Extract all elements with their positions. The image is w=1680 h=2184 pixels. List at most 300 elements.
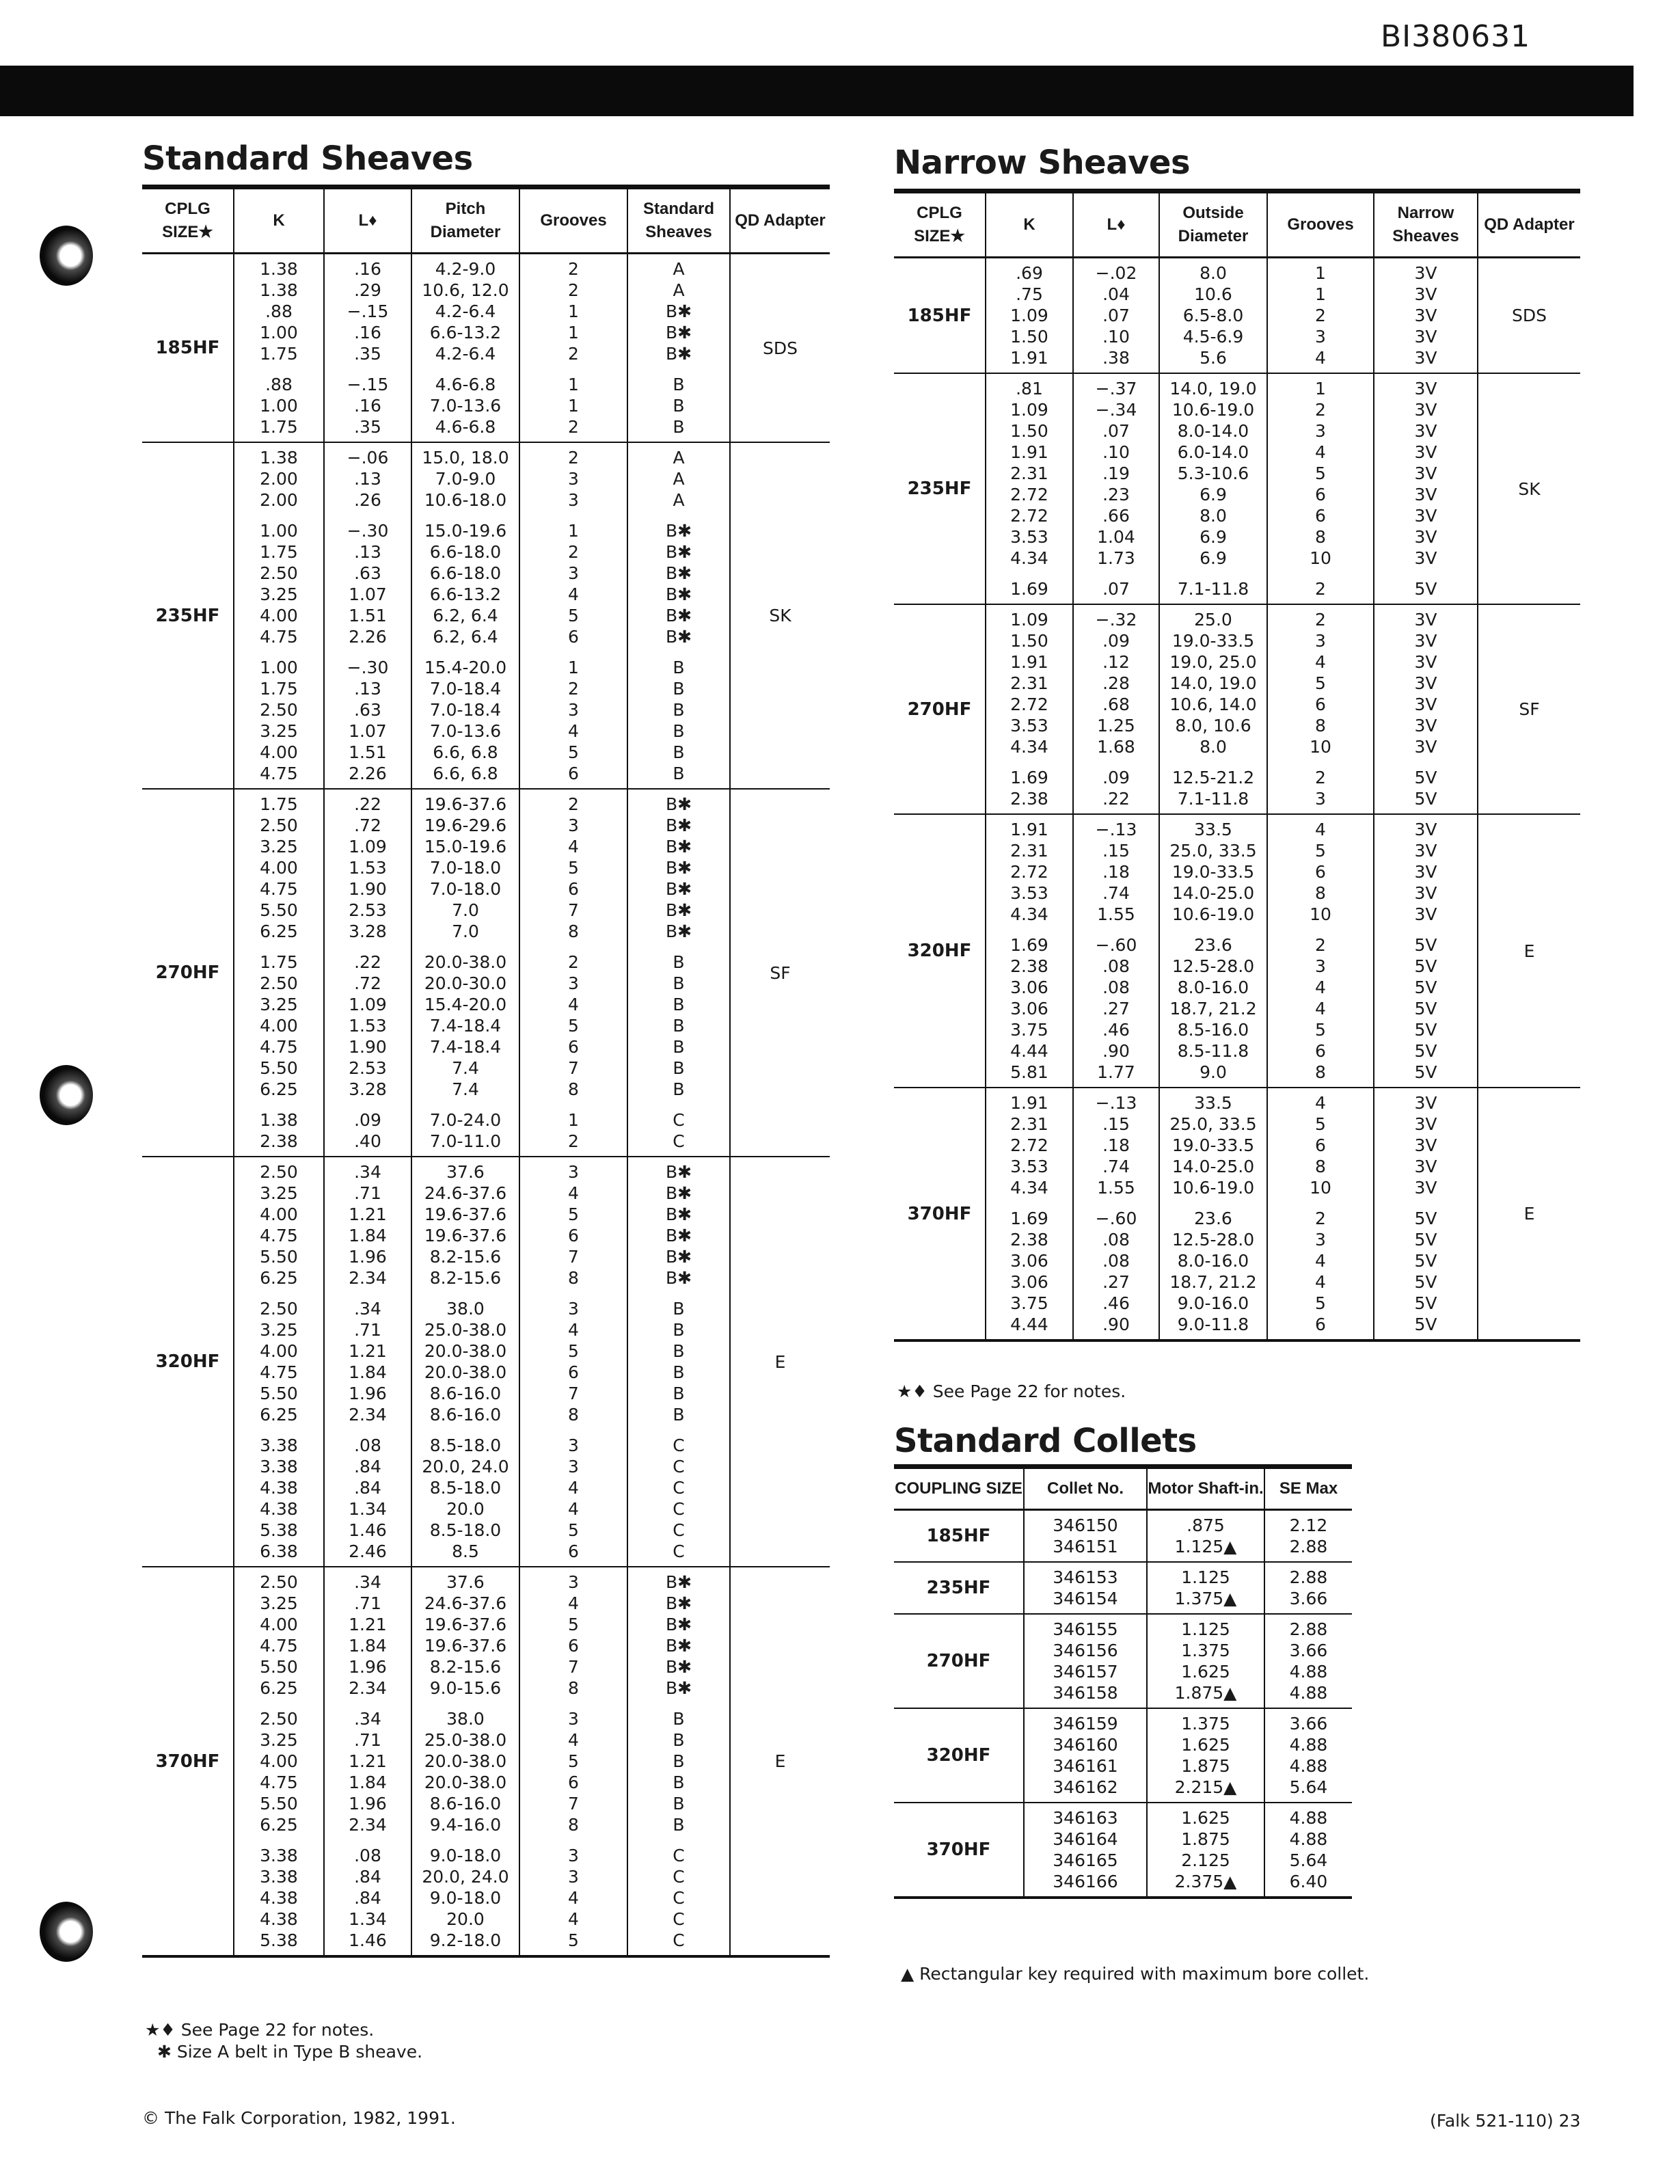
cell-value: 3V (1414, 1178, 1437, 1198)
cell-value: 1 (568, 521, 579, 541)
cell-value: 20.0 (446, 1909, 485, 1929)
cell-value: −.15 (347, 375, 389, 394)
cell-value: 9.0 (1200, 1062, 1227, 1082)
cell-value: 346158 (1053, 1683, 1118, 1703)
cell-value: 3 (1315, 631, 1326, 651)
cell-value: 15.0, 18.0 (422, 448, 509, 468)
cell-value: 4.75 (260, 764, 298, 783)
table-row (894, 604, 1580, 814)
cell-value: 1.75 (260, 794, 298, 814)
cell-value: C (673, 1478, 685, 1498)
cell-value: .38 (1102, 348, 1130, 368)
cell-value: 6 (568, 1772, 579, 1792)
group-gap (234, 511, 323, 520)
cell-value: C (673, 1499, 685, 1519)
cell-value: 1.21 (349, 1204, 387, 1224)
cell-value: 5 (568, 1520, 579, 1540)
header-qd-adapter: QD Adapter (730, 187, 830, 254)
cell-value: 5.64 (1289, 1777, 1328, 1797)
cell-value: .18 (1102, 1135, 1130, 1155)
sheave-type-values-cell (1374, 1088, 1478, 1340)
cell-value: 6.6-18.0 (429, 542, 502, 562)
group-gap (325, 1425, 411, 1435)
cell-value: 7.0-13.6 (429, 396, 502, 416)
cell-value: 1.50 (1010, 631, 1048, 651)
standard-collets-body (894, 1510, 1352, 1898)
k-values-cell (234, 254, 324, 443)
group-gap (234, 1835, 323, 1845)
cell-value: 4 (568, 1730, 579, 1750)
cell-value: C (673, 1435, 685, 1455)
cell-value: 3.66 (1289, 1641, 1328, 1660)
punch-hole-top (40, 226, 93, 286)
cell-value: 1.96 (349, 1794, 387, 1814)
l-values-cell (324, 1567, 411, 1956)
cell-value: 3V (1414, 716, 1437, 736)
cell-value: 3.28 (349, 1079, 387, 1099)
cell-value: A (673, 280, 685, 300)
group-gap (520, 647, 627, 657)
cell-value: 6.38 (260, 1541, 298, 1561)
cell-value: −.32 (1095, 610, 1137, 630)
header-grooves: Grooves (1267, 191, 1374, 258)
group-gap (628, 511, 729, 520)
cell-value: 8.0 (1200, 737, 1227, 757)
collet-number-cell (1024, 1803, 1147, 1898)
cell-value: 7.1-11.8 (1177, 789, 1249, 809)
cell-value: 1.84 (349, 1772, 387, 1792)
cell-value: 4 (568, 584, 579, 604)
cell-value: 2.125 (1181, 1850, 1230, 1870)
cell-value: 4.34 (1010, 904, 1048, 924)
k-values-cell (986, 1088, 1073, 1340)
cell-value: 5 (568, 606, 579, 625)
cell-value: A (673, 448, 685, 468)
group-gap (325, 1100, 411, 1109)
cell-value: 3 (568, 1572, 579, 1592)
cell-value: 6.2, 6.4 (433, 606, 498, 625)
cell-value: .74 (1102, 883, 1130, 903)
table-row (894, 1708, 1352, 1803)
diameter-values-cell (1159, 258, 1267, 374)
cell-value: 2 (568, 259, 579, 279)
group-gap (234, 364, 323, 374)
cell-value: 3 (568, 490, 579, 510)
cell-value: 346160 (1053, 1735, 1118, 1755)
group-gap (628, 647, 729, 657)
cell-value: 1.625 (1181, 1808, 1230, 1828)
cell-value: .08 (354, 1435, 381, 1455)
cell-value: −.15 (347, 301, 389, 321)
cell-value: 3.25 (260, 837, 298, 857)
group-gap (1374, 757, 1477, 767)
cell-value: 1.75 (260, 417, 298, 437)
cell-value: 8 (568, 1079, 579, 1099)
cell-value: B (673, 1079, 685, 1099)
cell-value: 2.375▲ (1174, 1872, 1237, 1891)
group-gap (412, 942, 519, 952)
cell-value: 346153 (1053, 1567, 1118, 1587)
cell-value: 23.6 (1194, 1209, 1232, 1228)
cell-value: .09 (354, 1110, 381, 1130)
qd-adapter-cell: SK (730, 442, 830, 789)
cell-value: 6 (1315, 1135, 1326, 1155)
cell-value: 10.6-19.0 (1171, 904, 1255, 924)
group-gap (1160, 925, 1266, 934)
cell-value: 1 (1315, 284, 1326, 304)
cell-value: 1 (568, 396, 579, 416)
cell-value: 3V (1414, 883, 1437, 903)
cell-value: B (673, 1299, 685, 1319)
cell-value: 6.9 (1200, 548, 1227, 568)
cell-value: 4.44 (1010, 1315, 1048, 1334)
cell-value: 5V (1414, 1251, 1437, 1271)
cell-value: 1.84 (349, 1362, 387, 1382)
group-gap (1074, 569, 1159, 578)
cell-value: .34 (354, 1299, 381, 1319)
cell-value: 3.53 (1010, 1157, 1048, 1176)
cell-value: B (673, 1772, 685, 1792)
cell-value: 3.06 (1010, 978, 1048, 997)
cell-value: A (673, 259, 685, 279)
header-se-max: SE Max (1264, 1467, 1352, 1510)
cell-value: 4.00 (260, 858, 298, 878)
cell-value: 9.0-18.0 (429, 1846, 502, 1865)
cell-value: 1.38 (260, 1110, 298, 1130)
cell-value: 8 (568, 1268, 579, 1288)
coupling-size-cell: 370HF (894, 1088, 986, 1340)
cell-value: 6.40 (1289, 1872, 1328, 1891)
cell-value: 2.00 (260, 490, 298, 510)
cell-value: 20.0-38.0 (424, 1751, 507, 1771)
cell-value: 1.77 (1097, 1062, 1135, 1082)
cell-value: 5.50 (260, 1058, 298, 1078)
cell-value: B✱ (665, 563, 692, 583)
narrow-sheaves-header-row (894, 191, 1580, 258)
cell-value: 3V (1414, 379, 1437, 399)
cell-value: 3V (1414, 673, 1437, 693)
cell-value: 1.46 (349, 1520, 387, 1540)
group-gap (412, 1425, 519, 1435)
group-gap (325, 364, 411, 374)
cell-value: 2.00 (260, 469, 298, 489)
cell-value: .66 (1102, 506, 1130, 526)
cell-value: 7.0-18.0 (429, 858, 502, 878)
cell-value: 2 (568, 1131, 579, 1151)
sheave-type-values-cell (1374, 258, 1478, 374)
cell-value: 1.21 (349, 1341, 387, 1361)
cell-value: 1.875▲ (1174, 1683, 1237, 1703)
cell-value: 4.75 (260, 1772, 298, 1792)
k-values-cell (986, 258, 1073, 374)
cell-value: .875 (1187, 1515, 1225, 1535)
cell-value: .75 (1016, 284, 1043, 304)
cell-value: B✱ (665, 1162, 692, 1182)
se-max-cell (1264, 1803, 1352, 1898)
cell-value: 2.38 (1010, 956, 1048, 976)
cell-value: 7 (568, 900, 579, 920)
cell-value: B (673, 1751, 685, 1771)
k-values-cell (234, 789, 324, 1157)
cell-value: 4.75 (260, 1037, 298, 1057)
cell-value: 7.4-18.4 (429, 1037, 502, 1057)
cell-value: 4 (1315, 652, 1326, 672)
cell-value: 8 (1315, 1157, 1326, 1176)
groove-values-cell (1267, 814, 1374, 1088)
group-gap (234, 942, 323, 952)
coupling-size-cell: 320HF (142, 1157, 234, 1567)
group-gap (234, 1425, 323, 1435)
cell-value: 4 (568, 1593, 579, 1613)
cell-value: 6 (568, 1037, 579, 1057)
cell-value: 5 (1315, 1114, 1326, 1134)
cell-value: 2.34 (349, 1815, 387, 1835)
l-values-cell (324, 442, 411, 789)
group-gap (1268, 757, 1373, 767)
cell-value: 6 (1315, 1315, 1326, 1334)
cell-value: 4.00 (260, 1341, 298, 1361)
cell-value: 3V (1414, 348, 1437, 368)
cell-value: 1.69 (1010, 1209, 1048, 1228)
cell-value: 7.0-9.0 (435, 469, 496, 489)
cell-value: 5.38 (260, 1930, 298, 1950)
cell-value: 3V (1414, 1114, 1437, 1134)
cell-value: 5 (568, 1615, 579, 1634)
cell-value: 1.84 (349, 1636, 387, 1656)
narrow-sheaves-body (894, 258, 1580, 1341)
collet-number-cell (1024, 1562, 1147, 1614)
cell-value: 3 (568, 1457, 579, 1477)
header-band (0, 66, 1634, 116)
cell-value: 7 (568, 1058, 579, 1078)
cell-value: 20.0, 24.0 (422, 1457, 509, 1477)
cell-value: 3V (1414, 1093, 1437, 1113)
group-gap (1268, 925, 1373, 934)
se-max-cell (1264, 1562, 1352, 1614)
k-values-cell (986, 373, 1073, 604)
table-row (894, 1510, 1352, 1563)
cell-value: 6.25 (260, 921, 298, 941)
coupling-size-cell: 270HF (142, 789, 234, 1157)
narrow-sheaves-table (894, 189, 1580, 1342)
cell-value: 3V (1414, 400, 1437, 420)
cell-value: 8 (568, 921, 579, 941)
cell-value: 1.51 (349, 606, 387, 625)
cell-value: B✱ (665, 1615, 692, 1634)
cell-value: 5 (568, 1204, 579, 1224)
group-gap (628, 1100, 729, 1109)
cell-value: 4 (1315, 978, 1326, 997)
cell-value: 5 (1315, 673, 1326, 693)
cell-value: B✱ (665, 815, 692, 835)
cell-value: 346156 (1053, 1641, 1118, 1660)
header-cplg-size: CPLG SIZE★ (894, 191, 986, 258)
cell-value: .71 (354, 1183, 381, 1203)
cell-value: 2.88 (1289, 1537, 1328, 1556)
cell-value: 10 (1310, 904, 1331, 924)
groove-values-cell (1267, 604, 1374, 814)
cell-value: 3V (1414, 820, 1437, 839)
table-row (142, 254, 830, 443)
group-gap (1160, 569, 1266, 578)
group-gap (234, 1289, 323, 1298)
cell-value: 33.5 (1194, 1093, 1232, 1113)
cell-value: 6.25 (260, 1678, 298, 1698)
qd-adapter-cell: E (730, 1157, 830, 1567)
cell-value: 4.75 (260, 1362, 298, 1382)
cell-value: .84 (354, 1478, 381, 1498)
cell-value: 1.00 (260, 658, 298, 677)
cell-value: 1.68 (1097, 737, 1135, 757)
cell-value: 6 (568, 1541, 579, 1561)
cell-value: 8.5 (452, 1541, 479, 1561)
cell-value: 346162 (1053, 1777, 1118, 1797)
cell-value: B✱ (665, 921, 692, 941)
cell-value: .13 (354, 469, 381, 489)
cell-value: 4.6-6.8 (435, 375, 496, 394)
cell-value: 1.96 (349, 1247, 387, 1267)
cell-value: A (673, 469, 685, 489)
cell-value: .72 (354, 815, 381, 835)
cell-value: .12 (1102, 652, 1130, 672)
cell-value: 2.215▲ (1174, 1777, 1237, 1797)
group-gap (520, 1699, 627, 1708)
cell-value: 19.6-37.6 (424, 1636, 507, 1656)
qd-adapter-cell: SF (730, 789, 830, 1157)
cell-value: B✱ (665, 858, 692, 878)
cell-value: 33.5 (1194, 820, 1232, 839)
cell-value: 3.75 (1010, 1293, 1048, 1313)
cell-value: 8.6-16.0 (429, 1384, 502, 1403)
cell-value: 4.6-6.8 (435, 417, 496, 437)
cell-value: .71 (354, 1730, 381, 1750)
cell-value: 38.0 (446, 1709, 485, 1729)
table-row (894, 1562, 1352, 1614)
cell-value: 19.6-37.6 (424, 794, 507, 814)
cell-value: 1.75 (260, 679, 298, 699)
l-values-cell (1073, 1088, 1159, 1340)
cell-value: 4.75 (260, 879, 298, 899)
cell-value: 3V (1414, 548, 1437, 568)
cell-value: 25.0 (1194, 610, 1232, 630)
cell-value: 2.72 (1010, 1135, 1048, 1155)
cell-value: 2.26 (349, 627, 387, 647)
cell-value: 3V (1414, 442, 1437, 462)
group-gap (412, 364, 519, 374)
cell-value: .40 (354, 1131, 381, 1151)
l-values-cell (1073, 373, 1159, 604)
cell-value: .34 (354, 1572, 381, 1592)
cell-value: 2 (568, 794, 579, 814)
cell-value: 5.64 (1289, 1850, 1328, 1870)
diameter-values-cell (1159, 604, 1267, 814)
group-gap (628, 364, 729, 374)
cell-value: 20.0-38.0 (424, 952, 507, 972)
cell-value: 19.6-29.6 (424, 815, 507, 835)
coupling-size-cell: 320HF (894, 1708, 1024, 1803)
cell-value: 4 (568, 1499, 579, 1519)
cell-value: −.30 (347, 521, 389, 541)
cell-value: 7.0 (452, 900, 479, 920)
cell-value: 6 (568, 1362, 579, 1382)
cell-value: 2.12 (1289, 1515, 1328, 1535)
group-gap (325, 647, 411, 657)
cell-value: 1.55 (1097, 904, 1135, 924)
cell-value: 346159 (1053, 1714, 1118, 1734)
cell-value: 1.96 (349, 1657, 387, 1677)
cell-value: 10 (1310, 737, 1331, 757)
cell-value: 4.5-6.9 (1182, 327, 1244, 347)
cell-value: 2 (1315, 935, 1326, 955)
cell-value: 7.4-18.4 (429, 1016, 502, 1036)
motor-shaft-cell (1147, 1510, 1264, 1563)
cell-value: 4 (568, 837, 579, 857)
group-gap (520, 1289, 627, 1298)
diameter-values-cell (411, 254, 519, 443)
groove-values-cell (519, 254, 627, 443)
cell-value: B✱ (665, 1204, 692, 1224)
cell-value: 3.25 (260, 1183, 298, 1203)
cell-value: .84 (354, 1867, 381, 1887)
cell-value: 1.00 (260, 521, 298, 541)
cell-value: 5V (1414, 1041, 1437, 1061)
cell-value: 8 (568, 1678, 579, 1698)
cell-value: .19 (1102, 463, 1130, 483)
standard-sheaves-table (142, 185, 830, 1958)
cell-value: 9.2-18.0 (429, 1930, 502, 1950)
group-gap (325, 1289, 411, 1298)
group-gap (520, 1100, 627, 1109)
cell-value: 2 (568, 952, 579, 972)
cell-value: B✱ (665, 344, 692, 364)
cell-value: 2 (1315, 610, 1326, 630)
cell-value: 37.6 (446, 1162, 485, 1182)
cell-value: 2.34 (349, 1268, 387, 1288)
cell-value: 1.09 (1010, 610, 1048, 630)
cell-value: .22 (354, 794, 381, 814)
group-gap (520, 942, 627, 952)
cell-value: 2.72 (1010, 485, 1048, 504)
diameter-values-cell (411, 1157, 519, 1567)
cell-value: 3V (1414, 327, 1437, 347)
cell-value: 1.625 (1181, 1735, 1230, 1755)
cell-value: 346150 (1053, 1515, 1118, 1535)
groove-values-cell (519, 1157, 627, 1567)
cell-value: 6.25 (260, 1079, 298, 1099)
group-gap (986, 925, 1072, 934)
cell-value: 8.5-18.0 (429, 1520, 502, 1540)
cell-value: .26 (354, 490, 381, 510)
cell-value: 3 (568, 1867, 579, 1887)
cell-value: 346154 (1053, 1589, 1118, 1608)
cell-value: 7.4 (452, 1079, 479, 1099)
cell-value: 2.31 (1010, 841, 1048, 861)
cell-value: 1.375 (1181, 1641, 1230, 1660)
cell-value: .08 (1102, 978, 1130, 997)
cell-value: 4.2-6.4 (435, 301, 496, 321)
cell-value: 5.38 (260, 1520, 298, 1540)
cell-value: 1.09 (1010, 400, 1048, 420)
diameter-values-cell (1159, 814, 1267, 1088)
cell-value: .13 (354, 542, 381, 562)
collet-number-cell (1024, 1614, 1147, 1708)
sheave-type-values-cell (627, 789, 730, 1157)
cell-value: 4 (568, 1888, 579, 1908)
cell-value: 8 (568, 1405, 579, 1425)
cell-value: 8.2-15.6 (429, 1268, 502, 1288)
cell-value: B (673, 1730, 685, 1750)
cell-value: 1.50 (1010, 327, 1048, 347)
